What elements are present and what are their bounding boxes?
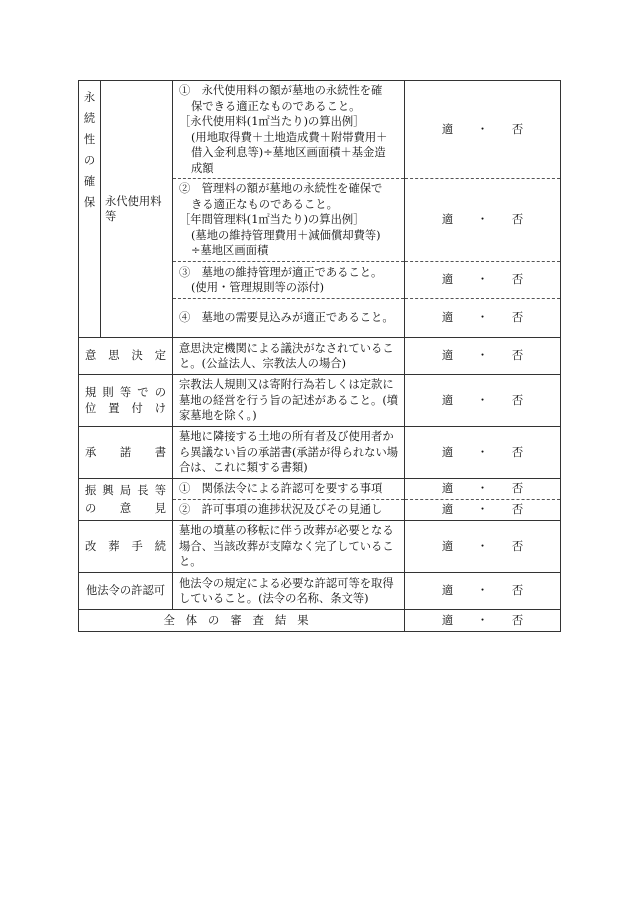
ok-option: 適	[441, 273, 454, 287]
consent-row	[79, 427, 561, 479]
director-item-1: ① 関係法令による許認可を要する事項	[173, 479, 405, 500]
rules-text: 宗教法人規則又は寄附行為若しくは定款に墓地の経営を行う旨の記述があること。(墳家墓地を除く。)	[173, 375, 405, 427]
decision-text: 意思決定機関による議決がなされていること。(公益法人、宗教法人の場合)	[173, 338, 405, 375]
criterion-text: ① 永代使用料の額が墓地の永続性を確 保できる適正なものであること。 ［永代使用料(1㎡当たり)の算出例］ (用地取得費＋土地造成費＋附帯費用＋ 借入金利息等)÷墓地区画面積＋基金造 成額	[173, 81, 405, 179]
decision-row	[79, 338, 561, 375]
judgement-cell: 適 ・ 否	[405, 427, 561, 479]
judgement-cell: 適 ・ 否	[405, 299, 561, 338]
ng-option: 否	[511, 213, 524, 227]
judgement-cell: 適 ・ 否	[405, 573, 561, 610]
judgement-cell: 適 ・ 否	[405, 521, 561, 573]
decision-label: 意思決定	[79, 338, 173, 375]
criterion-text: ③ 墓地の維持管理が適正であること。 (使用・管理規則等の添付)	[173, 262, 405, 299]
ok-option: 適	[441, 122, 454, 136]
ok-option: 適	[441, 213, 454, 227]
total-row	[79, 610, 561, 632]
judgement-cell: 適 ・ 否	[405, 262, 561, 299]
director-label: 振興局長等 の意見	[79, 479, 173, 521]
ng-option: 否	[511, 122, 524, 136]
total-label: 全体の審査結果	[79, 610, 405, 632]
permanence-row-1	[79, 81, 561, 179]
ok-option: 適	[441, 584, 454, 598]
consent-label: 承諾書	[79, 427, 173, 479]
judgement-cell: 適 ・ 否	[405, 338, 561, 375]
review-checklist	[78, 80, 560, 632]
ok-option: 適	[441, 445, 454, 459]
ng-option: 否	[511, 539, 524, 553]
judgement-cell: 適 ・ 否	[405, 375, 561, 427]
permanence-vertical-label: 永 続 性 の 確 保	[79, 81, 101, 338]
ng-option: 否	[511, 273, 524, 287]
ng-option: 否	[511, 311, 524, 325]
ng-option: 否	[511, 584, 524, 598]
ok-option: 適	[441, 482, 454, 496]
ng-option: 否	[511, 613, 524, 627]
criterion-text: ② 管理料の額が墓地の永続性を確保で きる適正なものであること。 ［年間管理料(1㎡当たり)の算出例］ (墓地の維持管理費用＋減価償却費等) ÷墓地区画面積	[173, 179, 405, 262]
ok-option: 適	[441, 349, 454, 363]
judgement-cell: 適 ・ 否	[405, 81, 561, 179]
judgement-cell: 適 ・ 否	[405, 479, 561, 500]
ok-option: 適	[441, 311, 454, 325]
consent-text: 墓地に隣接する土地の所有者及び使用者から異議ない旨の承諾書(承諾が得られない場合は、これに類する書類)	[173, 427, 405, 479]
ng-option: 否	[511, 503, 524, 517]
criterion-text: ④ 墓地の需要見込みが適正であること。	[173, 299, 405, 338]
review-table	[78, 80, 561, 632]
ok-option: 適	[441, 539, 454, 553]
permanence-sub-label: 永代使用料等	[101, 81, 173, 338]
ok-option: 適	[441, 613, 454, 627]
director-item-2: ② 許可事項の進捗状況及びその見通し	[173, 500, 405, 521]
rules-label: 規則等での 位置付け	[79, 375, 173, 427]
ng-option: 否	[511, 445, 524, 459]
ng-option: 否	[511, 349, 524, 363]
ng-option: 否	[511, 393, 524, 407]
other-law-text: 他法令の規定による必要な許認可等を取得していること。(法令の名称、条文等)	[173, 573, 405, 610]
judgement-cell: 適 ・ 否	[405, 179, 561, 262]
ng-option: 否	[511, 482, 524, 496]
judgement-cell: 適 ・ 否	[405, 500, 561, 521]
reburial-text: 墓地の墳墓の移転に伴う改葬が必要となる場合、当該改葬が支障なく完了していること。	[173, 521, 405, 573]
other-law-row	[79, 573, 561, 610]
ok-option: 適	[441, 503, 454, 517]
reburial-row	[79, 521, 561, 573]
ok-option: 適	[441, 393, 454, 407]
director-row-1	[79, 479, 561, 500]
judgement-cell: 適 ・ 否	[405, 610, 561, 632]
other-law-label: 他法令の許認可	[79, 573, 173, 610]
reburial-label: 改葬手続	[79, 521, 173, 573]
rules-row	[79, 375, 561, 427]
